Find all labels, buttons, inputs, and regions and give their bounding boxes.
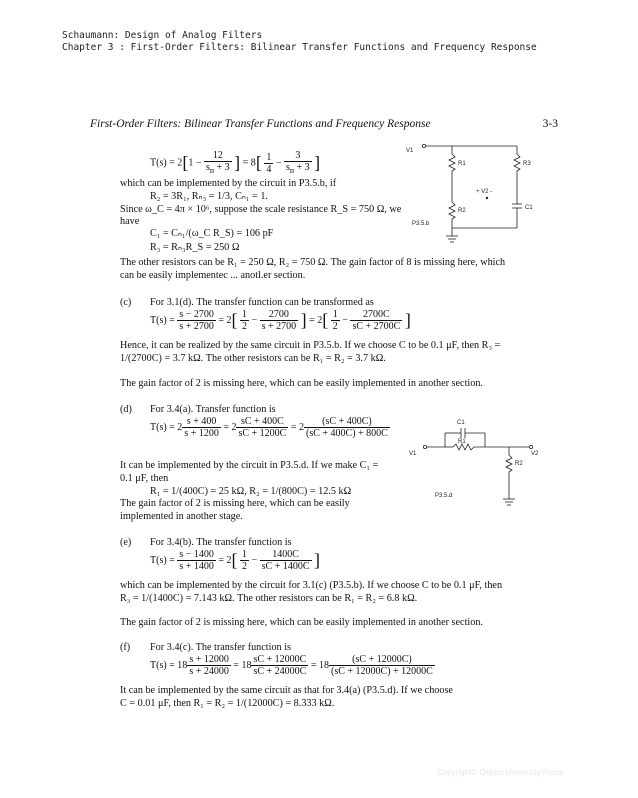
- label-f: (f): [120, 642, 131, 653]
- text-b-p4: have: [120, 216, 140, 227]
- equation-d: T(s) = 2 $\frac{s + 400}{s + 1200}$ = 2 $\frac{sC + 400C}{sC + 1200C}$ = 2 $\frac{(sC + 400C)}{(sC + 400C) + 800C}$: [150, 416, 388, 439]
- label-r2-b: R2: [458, 208, 466, 214]
- label-e: (e): [120, 537, 132, 548]
- text-b-p5: The other resistors can be R₁ = 250 Ω, R₂ = 750 Ω. The gain factor of 8 is missing here, which: [120, 257, 506, 268]
- label-c1-d: C1: [457, 420, 465, 426]
- text-b-p3: Since ω_C = 4π × 10⁶, suppose the scale resistance R_S = 750 Ω, we: [120, 204, 402, 215]
- label-r1-d: R1: [458, 439, 466, 445]
- page-number: 3-3: [542, 118, 558, 130]
- label-v2-b: + V2 -: [476, 189, 493, 195]
- text-e-p1: which can be implemented by the circuit for 3.1(c) (P3.5.b). If we choose C to be 0.1 μF, then: [120, 580, 503, 591]
- text-e-intro: For 3.4(b). The transfer function is: [150, 537, 292, 548]
- label-c: (c): [120, 297, 132, 308]
- text-b-p2: R₂ = 3R₁, Rₙ₃ = 1/3, Cₙ₁ = 1.: [150, 191, 268, 202]
- text-c-intro: For 3.1(d). The transfer function can be transformed as: [150, 297, 374, 308]
- text-d-p2: 0.1 μF, then: [120, 473, 169, 484]
- text-d-p1: It can be implemented by the circuit in P3.5.d. If we make C₁ =: [120, 460, 379, 471]
- equation-c: T(s) = $\frac{s - 2700}{s + 2700}$ = 2[ $\frac{1}{2}$ − $\frac{2700}{s + 2700}$ ] = 2[ $\frac{1}{2}$ − $\frac{2700C}{sC + 2700C}$ ]: [150, 309, 411, 332]
- label-v2-d: V2: [531, 451, 539, 457]
- equation-b2: C₁ = Cₙ₁/(ω_C R_S) = 106 pF: [150, 228, 274, 239]
- circuit-p3-5-d: [405, 415, 550, 515]
- label-c1-b: C1: [525, 205, 533, 211]
- label-r2-d: R2: [515, 461, 523, 467]
- equation-e: T(s) = $\frac{s - 1400}{s + 1400}$ = 2[ $\frac{1}{2}$ − $\frac{1400C}{sC + 1400C}$ ]: [150, 549, 320, 572]
- text-b-p6: can be easily implementec ... anotl.er section.: [120, 270, 306, 281]
- header-chapter-title: Chapter 3 : First-Order Filters: Bilinear Transfer Functions and Frequency Response: [62, 42, 537, 53]
- label-v1-b: V1: [406, 148, 414, 154]
- equation-b1: T(s) = 2[1 − $\frac{12}{s_n + 3}$ ] = 8[ $\frac{1}{4}$ − $\frac{3}{s_n + 3}$ ]: [150, 150, 321, 175]
- text-c-p3: The gain factor of 2 is missing here, which can be easily implemented in another section.: [120, 378, 483, 389]
- text-f-p2: C = 0.01 μF, then R₁ = R₂ = 1/(12000C) = 8.333 kΩ.: [120, 698, 335, 709]
- text-e-p2: R₃ = 1/(1400C) = 7.143 kΩ. The other resistors can be R₁ = R₂ = 6.8 kΩ.: [120, 593, 418, 604]
- running-head: First-Order Filters: Bilinear Transfer Functions and Frequency Response: [90, 118, 431, 130]
- label-d: (d): [120, 404, 132, 415]
- label-r3-b: R3: [523, 161, 531, 167]
- text-d-p5: implemented in another stage.: [120, 511, 243, 522]
- copyright-watermark: Copyright© Oxford University Press: [437, 768, 564, 777]
- header-book-title: Schaumann: Design of Analog Filters: [62, 30, 263, 41]
- text-f-p1: It can be implemented by the same circuit as that for 3.4(a) (P3.5.d). If we choose: [120, 685, 453, 696]
- caption-p3-5-b: P3.5.b: [412, 221, 430, 227]
- text-f-intro: For 3.4(c). The transfer function is: [150, 642, 291, 653]
- caption-p3-5-d: P3.5.d: [435, 493, 453, 499]
- equation-b3: R₃ = Rₙ₃R_S = 250 Ω: [150, 242, 240, 253]
- circuit-p3-5-b: [402, 140, 552, 245]
- label-v1-d: V1: [409, 451, 417, 457]
- text-c-p2: 1/(2700C) = 3.7 kΩ. The other resistors can be R₁ = R₂ = 3.7 kΩ.: [120, 353, 386, 364]
- text-b-p1: which can be implemented by the circuit in P3.5.b, if: [120, 178, 337, 189]
- text-d-p3: R₁ = 1/(400C) = 25 kΩ, R₂ = 1/(800C) = 12.5 kΩ: [150, 486, 352, 497]
- text-e-p3: The gain factor of 2 is missing here, which can be easily implemented in another section.: [120, 617, 483, 628]
- text-c-p1: Hence, it can be realized by the same circuit in P3.5.b. If we choose C to be 0.1 μF, then R₃ =: [120, 340, 501, 351]
- equation-f: T(s) = 18 $\frac{s + 12000}{s + 24000}$ = 18 $\frac{sC + 12000C}{sC + 24000C}$ = 18 $\frac{(sC + 12000C)}{(sC + 12000C) + 12000C}$: [150, 654, 433, 677]
- label-r1-b: R1: [458, 161, 466, 167]
- text-d-intro: For 3.4(a). Transfer function is: [150, 404, 276, 415]
- text-d-p4: The gain factor of 2 is missing here, which can be easily: [120, 498, 350, 509]
